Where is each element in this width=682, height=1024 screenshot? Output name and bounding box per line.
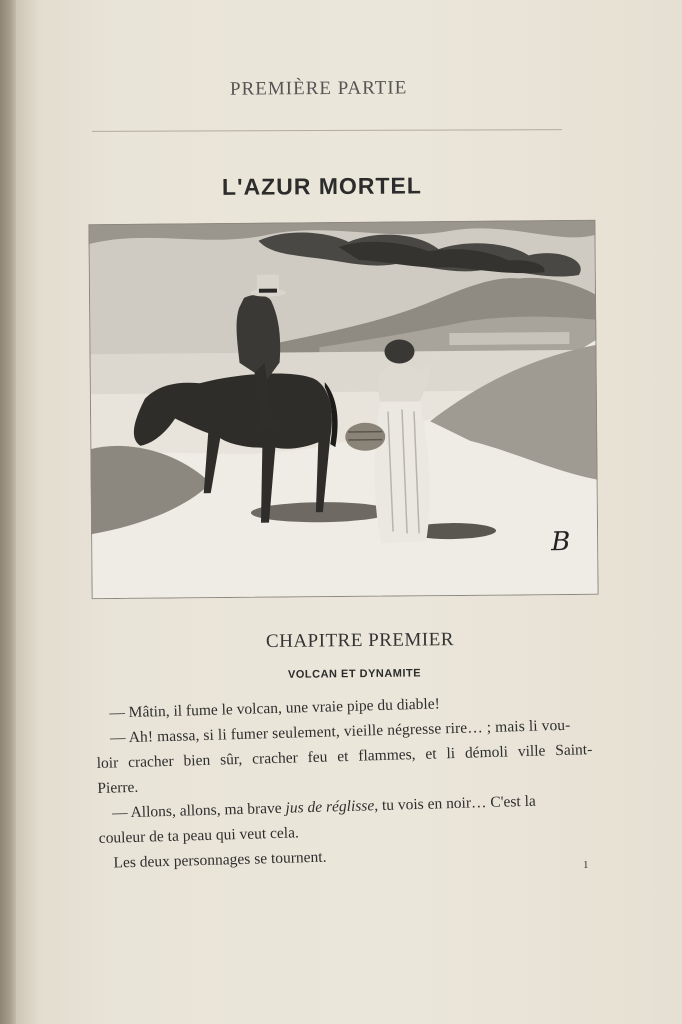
engraving-illustration — [88, 220, 598, 599]
chapter-number: CHAPITRE PREMIER — [265, 629, 455, 653]
text-line: couleur de ta peau qui veut cela. — [98, 824, 300, 847]
book-spine — [0, 0, 16, 1024]
text-line-end: , tu vois en noir… C'est la — [373, 792, 537, 815]
text-line — [112, 794, 536, 821]
text-line: Les deux personnages se tournent. — [113, 848, 327, 872]
part-heading: PREMIÈRE PARTIE — [229, 77, 408, 100]
italic-phrase: jus de réglisse — [285, 797, 375, 817]
text-line-start: — Allons, allons, ma brave — [111, 799, 286, 822]
page-number: 1 — [583, 859, 589, 871]
section-title: VOLCAN ET DYNAMITE — [287, 667, 422, 681]
text-line: loir cracher bien sûr, cracher feu et flammes, et li démoli ville Saint- — [96, 741, 593, 772]
chapter-heading: L'AZUR MORTEL — [221, 172, 422, 200]
artist-signature: B — [551, 527, 571, 558]
text-line: Pierre. — [97, 778, 139, 797]
heading-rule — [92, 129, 562, 132]
text-line: — Mâtin, il fume le volcan, une vraie pipe du diable! — [109, 695, 441, 722]
body-text — [95, 687, 635, 872]
text-line: — Ah! massa, si li fumer seulement, vieille négresse rire… ; mais li vou- — [109, 716, 571, 747]
